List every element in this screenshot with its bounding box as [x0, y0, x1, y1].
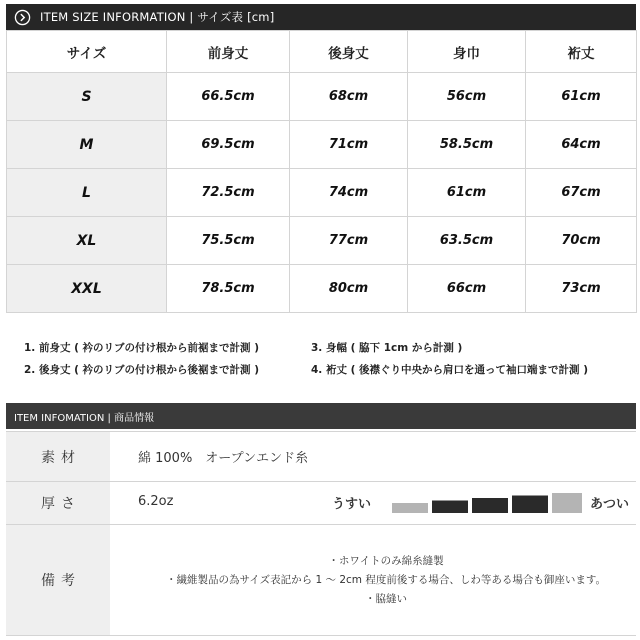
sleeve-length-cell: 73cm: [526, 265, 637, 313]
size-cell: XL: [7, 217, 167, 265]
front-length-cell: 78.5cm: [167, 265, 290, 313]
note-front-length: 1. 前身丈 ( 衿のリブの付け根から前裾まで計測 ): [24, 341, 260, 354]
measurement-notes: [24, 336, 624, 380]
remarks-label: 備考: [6, 525, 110, 635]
table-row: [7, 217, 637, 265]
thickness-cell: [110, 482, 636, 524]
thickness-label: 厚さ: [6, 482, 110, 524]
back-length-cell: 74cm: [290, 169, 408, 217]
thick-label: あつい: [590, 497, 630, 512]
remark-item: ・繊維製品の為サイズ表記から 1 ～ 2cm 程度前後する場合、しわ等ある場合も御座います。: [165, 573, 607, 586]
body-width-cell: 66cm: [408, 265, 526, 313]
gauge-step-2: [432, 501, 468, 514]
remark-item: ・ホワイトのみ綿糸縫製: [328, 554, 444, 567]
remark-item: ・脇縫い: [365, 592, 407, 605]
gauge-step-1: [392, 503, 428, 513]
back-length-cell: 80cm: [290, 265, 408, 313]
gauge-step-3: [472, 498, 508, 513]
front-length-cell: 69.5cm: [167, 121, 290, 169]
remarks-row: [6, 525, 636, 636]
note-sleeve-length: 4. 裄丈 ( 後襟ぐり中央から肩口を通って袖口端まで計測 ): [311, 363, 589, 376]
back-length-cell: 77cm: [290, 217, 408, 265]
front-length-cell: 75.5cm: [167, 217, 290, 265]
size-table: [6, 30, 637, 313]
size-cell: L: [7, 169, 167, 217]
body-width-cell: 63.5cm: [408, 217, 526, 265]
table-row: [7, 121, 637, 169]
note-body-width: 3. 身幅 ( 脇下 1cm から計測 ): [311, 341, 463, 354]
table-row: [7, 169, 637, 217]
size-cell: S: [7, 73, 167, 121]
sleeve-length-cell: 70cm: [526, 217, 637, 265]
material-label: 素材: [6, 432, 110, 481]
thickness-value: 6.2oz: [138, 494, 174, 509]
thickness-row: [6, 482, 636, 525]
table-row: [7, 73, 637, 121]
sleeve-length-cell: 61cm: [526, 73, 637, 121]
header-body-width: 身巾: [408, 31, 526, 73]
size-cell: XXL: [7, 265, 167, 313]
sleeve-length-cell: 67cm: [526, 169, 637, 217]
header-front-length: 前身丈: [167, 31, 290, 73]
gauge-step-4: [512, 496, 548, 514]
material-row: [6, 432, 636, 482]
gauge-step-5: [552, 493, 582, 513]
material-value: 綿 100% オープンエンド糸: [138, 451, 309, 466]
remarks-list: [110, 525, 636, 635]
front-length-cell: 72.5cm: [167, 169, 290, 217]
thickness-gauge: [382, 482, 582, 524]
body-width-cell: 58.5cm: [408, 121, 526, 169]
table-row: [7, 265, 637, 313]
header-sleeve-length: 裄丈: [526, 31, 637, 73]
note-back-length: 2. 後身丈 ( 衿のリブの付け根から後裾まで計測 ): [24, 363, 260, 376]
header-back-length: 後身丈: [290, 31, 408, 73]
item-info-title: ITEM INFOMATION | 商品情報: [14, 412, 155, 424]
size-info-header: [6, 4, 636, 30]
back-length-cell: 68cm: [290, 73, 408, 121]
item-info-header: [6, 403, 636, 429]
sleeve-length-cell: 64cm: [526, 121, 637, 169]
size-cell: M: [7, 121, 167, 169]
body-width-cell: 56cm: [408, 73, 526, 121]
item-info-table: [6, 431, 636, 636]
body-width-cell: 61cm: [408, 169, 526, 217]
chevron-right-circle-icon: [14, 9, 31, 26]
size-info-title: ITEM SIZE INFORMATION | サイズ表 [cm]: [40, 10, 275, 24]
front-length-cell: 66.5cm: [167, 73, 290, 121]
header-size: サイズ: [7, 31, 167, 73]
thin-label: うすい: [332, 497, 372, 512]
back-length-cell: 71cm: [290, 121, 408, 169]
size-table-header-row: [7, 31, 637, 73]
